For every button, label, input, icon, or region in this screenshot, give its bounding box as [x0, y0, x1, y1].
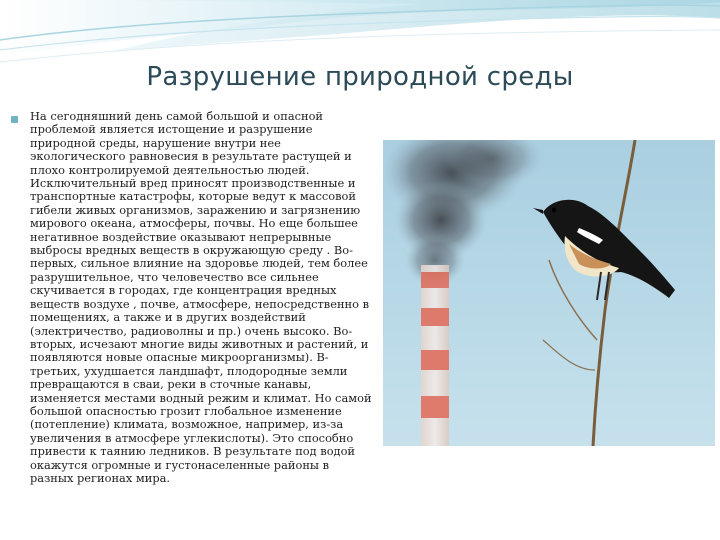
chimney: [421, 265, 449, 446]
body-paragraph: На сегодняшний день самой большой и опасной проблемой является истощение и разрушение природной среды, нарушение внутри нее экологического равновесия в результате растущей и плохо контролируемой деятельностью людей. Исключительный вред приносят производственные и транспортные катастрофы, которые ведут к массовой гибели живых организмов, заражению и загрязнению мирового океана, атмосферы, почвы. Но еще большее негативное воздействие оказывают непрерывные выбросы вредных веществ в окружающую среду . Во- первых, сильное влияние на здоровье людей, тем более разрушительное, что человечество все сильнее скучивается в городах, где концентрация вредных веществ воздухе , почве, атмосфере, непосредственно в помещениях, а также и в других воздействий (электричество, радиоволны и пр.) очень высоко. Во- вторых, исчезают многие виды животных и растений, и появляются новые опасные микроорганизмы). В-третьих, ухудшается ландшафт, плодородные земли превращаются в сваи, реки в сточные канавы, изменяется местами водный режим и климат. Но самой большой опасностью грозит глобальное изменение (потепление) климата, возможное, например, из-за увеличения в атмосфере углекислоты). Это способно привести к таянию ледников. В результате под водой окажутся огромные и густонаселенные районы в разных регионах мира.: [30, 109, 372, 485]
decorative-wave-header: [0, 0, 720, 70]
slide-title: Разрушение природной среды: [146, 62, 574, 92]
bullet-marker: [11, 116, 18, 123]
bird-smokestack-photo: [383, 140, 715, 446]
